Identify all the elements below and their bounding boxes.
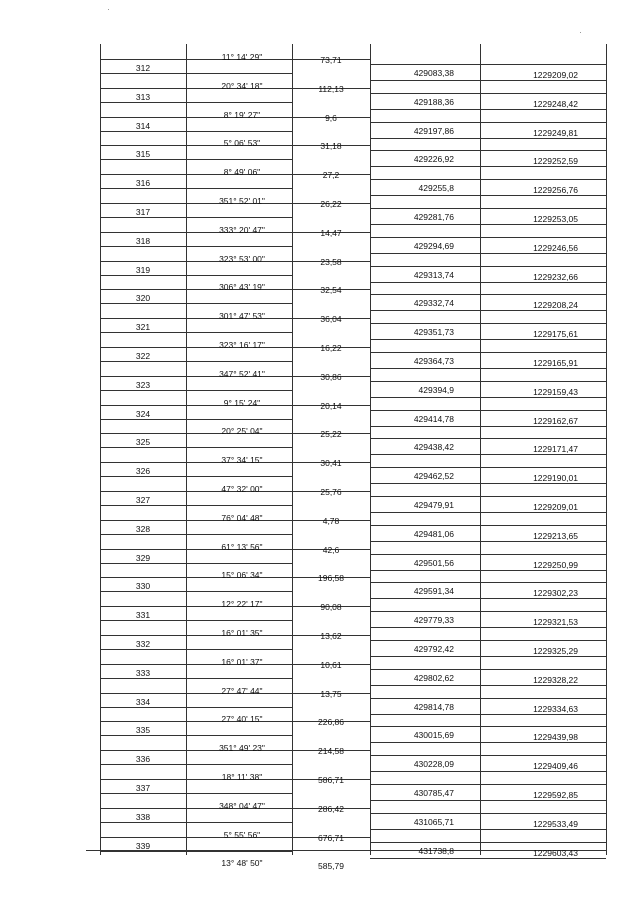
point-number: 332 [135, 639, 151, 649]
row-rule-left-lower [100, 534, 292, 535]
row-rule-right-lower [370, 426, 606, 427]
x-coordinate: 430015,69 [413, 730, 454, 741]
point-number: 331 [135, 610, 151, 621]
point-number: 326 [135, 466, 151, 477]
point-number: 336 [135, 754, 151, 765]
row-rule-right [370, 438, 606, 439]
row-rule-right-lower [370, 541, 606, 542]
x-coordinate: 429226,92 [413, 154, 454, 165]
y-coordinate: 1229249,81 [533, 127, 578, 138]
row-rule-right [370, 294, 606, 295]
x-coordinate: 429364,73 [413, 356, 454, 366]
row-rule-right [370, 525, 606, 526]
point-number: 325 [135, 437, 151, 448]
segment-distance: 13,62 [320, 631, 342, 641]
y-coordinate: 1229253,05 [533, 214, 578, 224]
direction-angle: 27° 47' 44" [221, 685, 263, 696]
x-coordinate: 429294,69 [413, 240, 454, 251]
direction-angle: 12° 22' 17" [221, 599, 263, 610]
row-rule-right-lower [370, 397, 606, 398]
direction-angle: 47° 32' 00" [221, 484, 263, 494]
segment-distance: 30,41 [320, 458, 342, 469]
row-rule-right [370, 93, 606, 94]
x-coordinate: 429394,9 [418, 384, 454, 395]
y-coordinate: 1229248,42 [533, 98, 578, 109]
y-coordinate: 1229246,56 [533, 242, 578, 253]
y-coordinate: 1229334,63 [533, 703, 578, 714]
point-number: 314 [135, 120, 151, 131]
y-coordinate: 1229162,67 [533, 415, 578, 426]
x-coordinate: 429462,52 [413, 471, 454, 482]
row-rule-right [370, 496, 606, 497]
direction-angle: 323° 53' 00" [219, 253, 265, 264]
segment-distance: 31,18 [320, 141, 342, 152]
column-border [606, 44, 607, 855]
segment-distance: 10,61 [320, 659, 342, 670]
segment-distance: 90,08 [320, 602, 342, 613]
segment-distance: 214,58 [318, 746, 344, 757]
row-rule-left-lower [100, 275, 292, 276]
column-border [186, 44, 187, 855]
row-rule-right-lower [370, 282, 606, 283]
segment-distance: 25,22 [320, 429, 342, 440]
segment-distance: 9,6 [325, 112, 337, 123]
row-rule-right [370, 726, 606, 727]
segment-distance: 14,47 [320, 227, 342, 238]
point-number: 320 [135, 293, 151, 304]
row-rule-left-lower [100, 361, 292, 362]
point-number: 333 [135, 667, 151, 678]
row-rule-right-lower [370, 570, 606, 571]
row-rule-left-lower [100, 102, 292, 103]
row-rule-left-lower [100, 419, 292, 420]
row-rule-left-lower [100, 851, 292, 852]
point-number: 339 [135, 840, 151, 851]
row-rule-left-lower [100, 246, 292, 247]
direction-angle: 76° 04' 48" [221, 512, 263, 523]
y-coordinate: 1229190,01 [533, 473, 578, 484]
direction-angle: 16° 01' 35" [221, 628, 263, 638]
point-number: 317 [135, 207, 151, 217]
segment-distance: 196,58 [318, 573, 344, 584]
scan-speck [108, 9, 109, 10]
x-coordinate: 429414,78 [413, 413, 454, 424]
row-rule-right [370, 122, 606, 123]
point-number: 324 [135, 408, 151, 419]
row-rule-left-lower [100, 563, 292, 564]
direction-angle: 11° 14' 29" [221, 52, 263, 62]
x-coordinate: 429083,38 [413, 68, 454, 78]
row-rule-left-lower [100, 217, 292, 218]
direction-angle: 20° 25' 04" [221, 426, 263, 437]
row-rule-right-lower [370, 858, 606, 859]
row-rule-left-lower [100, 649, 292, 650]
direction-angle: 301° 47' 53" [219, 311, 265, 322]
direction-angle: 333° 20' 47" [219, 224, 265, 235]
row-rule-right-lower [370, 138, 606, 139]
x-coordinate: 429313,74 [413, 269, 454, 280]
row-rule-left-lower [100, 793, 292, 794]
x-coordinate: 429281,76 [413, 212, 454, 222]
point-number: 313 [135, 91, 151, 102]
segment-distance: 586,71 [318, 775, 344, 785]
row-rule-right [370, 554, 606, 555]
row-rule-left-lower [100, 707, 292, 708]
row-rule-right [370, 842, 606, 843]
row-rule-right-lower [370, 714, 606, 715]
segment-distance: 13,75 [320, 688, 342, 699]
x-coordinate: 429351,73 [413, 327, 454, 338]
direction-angle: 5° 06' 53" [223, 138, 261, 149]
direction-angle: 9° 15' 24" [223, 397, 261, 408]
y-coordinate: 1229533,49 [533, 818, 578, 829]
scan-speck [580, 32, 581, 33]
row-rule-right [370, 150, 606, 151]
point-number: 315 [135, 149, 151, 160]
point-number: 330 [135, 581, 151, 592]
row-rule-left-lower [100, 131, 292, 132]
row-rule-left-lower [100, 678, 292, 679]
point-number: 337 [135, 783, 151, 793]
point-number: 312 [135, 63, 151, 73]
y-coordinate: 1229325,29 [533, 646, 578, 656]
row-rule-right [370, 813, 606, 814]
point-number: 334 [135, 696, 151, 707]
point-number: 319 [135, 264, 151, 275]
point-number: 335 [135, 725, 151, 736]
point-number: 318 [135, 235, 151, 246]
row-rule-right [370, 323, 606, 324]
direction-angle: 347° 52' 41" [219, 368, 265, 379]
direction-angle: 13° 48' 50" [221, 858, 263, 869]
row-rule-right-lower [370, 656, 606, 657]
segment-distance: 286,42 [318, 803, 344, 814]
x-coordinate: 429479,91 [413, 500, 454, 510]
y-coordinate: 1229209,01 [533, 502, 578, 512]
row-rule-right-lower [370, 800, 606, 801]
x-coordinate: 431065,71 [413, 816, 454, 827]
direction-angle: 20° 34' 18" [221, 80, 263, 91]
segment-distance: 32,54 [320, 285, 342, 296]
y-coordinate: 1229302,23 [533, 588, 578, 599]
row-rule-right [370, 582, 606, 583]
row-rule-left-lower [100, 73, 292, 74]
direction-angle: 37° 34' 15" [221, 455, 263, 466]
direction-angle: 27° 40' 15" [221, 714, 263, 725]
direction-angle: 18° 11' 38" [221, 772, 263, 782]
y-coordinate: 1229603,43 [533, 847, 578, 858]
row-rule-right [370, 669, 606, 670]
row-rule-left-lower [100, 822, 292, 823]
point-number: 338 [135, 811, 151, 822]
x-coordinate: 429332,74 [413, 298, 454, 309]
x-coordinate: 429188,36 [413, 96, 454, 107]
row-rule-right [370, 784, 606, 785]
point-number: 321 [135, 322, 151, 333]
x-coordinate: 431738,8 [418, 845, 454, 856]
y-coordinate: 1229159,43 [533, 386, 578, 397]
x-coordinate: 429779,33 [413, 615, 454, 626]
direction-angle: 306° 43' 19" [219, 282, 265, 293]
y-coordinate: 1229250,99 [533, 559, 578, 570]
segment-distance: 42,6 [322, 544, 340, 555]
row-rule-right [370, 381, 606, 382]
point-number: 316 [135, 178, 151, 189]
row-rule-left-lower [100, 505, 292, 506]
point-number: 322 [135, 351, 151, 361]
segment-distance: 226,86 [318, 717, 344, 728]
row-rule-right [370, 755, 606, 756]
direction-angle: 5° 55' 56" [223, 829, 261, 840]
segment-distance: 676,71 [318, 832, 344, 843]
row-rule-right-lower [370, 829, 606, 830]
x-coordinate: 429255,8 [418, 183, 454, 194]
segment-distance: 27,2 [322, 170, 340, 181]
y-coordinate: 1229409,46 [533, 761, 578, 772]
row-rule-right-lower [370, 109, 606, 110]
y-coordinate: 1229208,24 [533, 300, 578, 311]
segment-distance: 585,79 [318, 861, 344, 872]
segment-distance: 20,14 [320, 400, 342, 411]
y-coordinate: 1229321,53 [533, 617, 578, 628]
row-rule-right [370, 410, 606, 411]
segment-distance: 73,71 [320, 55, 342, 65]
column-border [292, 44, 293, 855]
row-rule-right-lower [370, 685, 606, 686]
direction-angle: 8° 19' 27" [223, 109, 261, 120]
direction-angle: 16° 01' 37" [221, 656, 263, 667]
row-rule-right [370, 266, 606, 267]
row-rule-right-lower [370, 80, 606, 81]
x-coordinate: 429814,78 [413, 701, 454, 712]
x-coordinate: 429197,86 [413, 125, 454, 136]
x-coordinate: 430785,47 [413, 788, 454, 798]
row-rule-right [370, 611, 606, 612]
direction-angle: 8° 49' 06" [223, 167, 261, 178]
x-coordinate: 429802,62 [413, 672, 454, 683]
y-coordinate: 1229171,47 [533, 444, 578, 455]
y-coordinate: 1229252,59 [533, 156, 578, 167]
direction-angle: 351° 52' 01" [219, 196, 265, 206]
point-number: 327 [135, 495, 151, 505]
point-number: 328 [135, 523, 151, 534]
row-rule-right [370, 179, 606, 180]
segment-distance: 36,04 [320, 314, 342, 325]
segment-distance: 16,22 [320, 343, 342, 353]
y-coordinate: 1229175,61 [533, 329, 578, 340]
direction-angle: 323° 16' 17" [219, 340, 265, 350]
y-coordinate: 1229439,98 [533, 732, 578, 743]
row-rule-right-lower [370, 253, 606, 254]
y-coordinate: 1229232,66 [533, 271, 578, 282]
row-rule-right-lower [370, 224, 606, 225]
row-rule-right [370, 237, 606, 238]
segment-distance: 23,58 [320, 256, 342, 267]
segment-distance: 26,22 [320, 199, 342, 209]
segment-distance: 25,76 [320, 487, 342, 497]
segment-distance: 30,86 [320, 371, 342, 382]
x-coordinate: 430228,09 [413, 759, 454, 770]
row-rule-right-lower [370, 368, 606, 369]
x-coordinate: 429501,56 [413, 557, 454, 568]
y-coordinate: 1229256,76 [533, 185, 578, 196]
point-number: 323 [135, 379, 151, 390]
row-rule-right-lower [370, 512, 606, 513]
x-coordinate: 429792,42 [413, 644, 454, 654]
row-rule-right [370, 698, 606, 699]
direction-angle: 351° 49' 23" [219, 743, 265, 754]
row-rule-right [370, 208, 606, 209]
x-coordinate: 429481,06 [413, 528, 454, 539]
point-number: 329 [135, 552, 151, 563]
y-coordinate: 1229213,65 [533, 530, 578, 541]
x-coordinate: 429438,42 [413, 442, 454, 453]
y-coordinate: 1229165,91 [533, 358, 578, 368]
segment-distance: 112,13 [318, 83, 344, 94]
y-coordinate: 1229328,22 [533, 674, 578, 685]
x-coordinate: 429591,34 [413, 586, 454, 597]
segment-distance: 4,78 [322, 515, 340, 526]
row-rule-left-lower [100, 390, 292, 391]
y-coordinate: 1229592,85 [533, 790, 578, 800]
row-rule-right [370, 352, 606, 353]
row-rule-right [370, 640, 606, 641]
y-coordinate: 1229209,02 [533, 70, 578, 80]
direction-angle: 61° 13' 56" [221, 541, 263, 552]
direction-angle: 15° 06' 34" [221, 570, 263, 581]
row-rule-right [370, 64, 606, 65]
direction-angle: 348° 04' 47" [219, 800, 265, 811]
row-rule-right [370, 467, 606, 468]
